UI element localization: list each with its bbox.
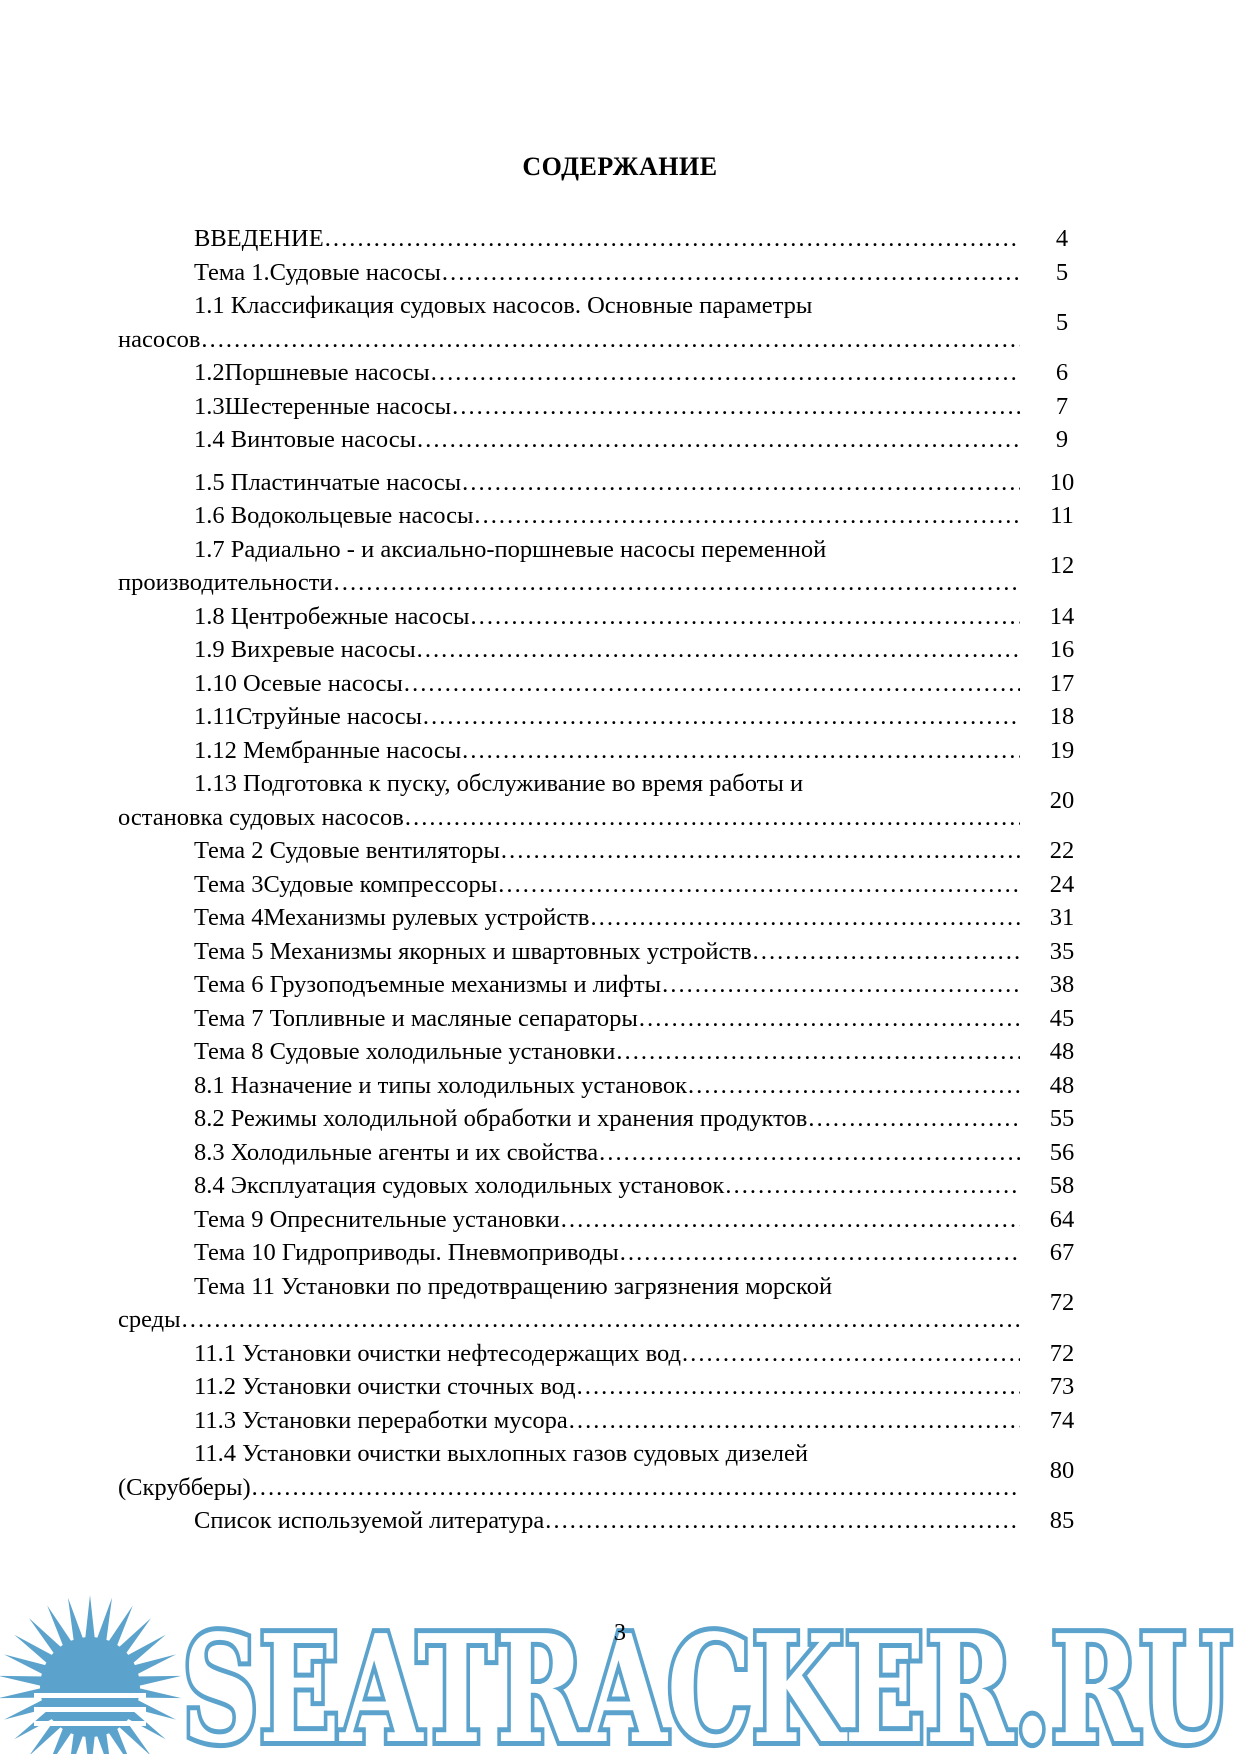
toc-dot-leader — [807, 1102, 1020, 1136]
toc-entry-text — [118, 1203, 1020, 1237]
toc-page-number: 22 — [1049, 837, 1075, 864]
sun-icon — [0, 1595, 181, 1754]
toc-entry — [118, 256, 1090, 290]
toc-page-number: 48 — [1049, 1071, 1075, 1099]
toc-page-number: 45 — [1049, 1004, 1075, 1032]
toc-entry — [118, 935, 1090, 969]
toc-page-number: 11 — [1050, 502, 1074, 529]
toc-label: 1.2Поршневые насосы — [194, 359, 430, 386]
toc-page-number: 24 — [1049, 870, 1075, 898]
toc-entry-text — [118, 868, 1020, 902]
toc-entry-text — [118, 767, 1020, 834]
toc-entry — [118, 356, 1090, 390]
toc-line — [118, 633, 1020, 667]
toc-entry-text — [118, 1370, 1020, 1404]
toc-line — [118, 1370, 1020, 1404]
toc-dot-leader — [560, 1203, 1020, 1237]
toc-line — [118, 1002, 1020, 1036]
toc-label: 1.1 Классификация судовых насосов. Основные параметры — [194, 292, 813, 319]
toc-label: 8.1 Назначение и типы холодильных установок — [194, 1071, 688, 1099]
toc-label: Тема 6 Грузоподъемные механизмы и лифты — [194, 971, 662, 998]
toc-page-number: 19 — [1049, 736, 1075, 764]
toc-entry-text — [118, 466, 1020, 500]
toc-label: Тема 1.Судовые насосы — [194, 258, 441, 286]
toc-page-number: 64 — [1049, 1205, 1075, 1233]
toc-line — [118, 901, 1020, 935]
toc-label: 11.4 Установки очистки выхлопных газов судовых дизелей — [194, 1440, 809, 1467]
toc-dot-leader — [638, 1002, 1020, 1036]
toc-line — [118, 1270, 1020, 1304]
toc-line — [118, 1035, 1020, 1069]
toc-entry-text — [118, 1035, 1020, 1069]
toc-entry — [118, 466, 1090, 500]
toc-line — [118, 667, 1020, 701]
toc-line — [118, 1303, 1020, 1337]
toc-entry — [118, 222, 1090, 256]
toc-label: 1.6 Водокольцевые насосы — [194, 502, 474, 529]
toc-page-number: 55 — [1049, 1105, 1075, 1132]
toc-dot-leader — [430, 356, 1020, 390]
toc-page-number: 12 — [1049, 552, 1075, 580]
toc-entry-text — [118, 1504, 1020, 1538]
page-number: 3 — [614, 1620, 626, 1646]
toc-label: Тема 2 Судовые вентиляторы — [194, 837, 500, 864]
toc-dot-leader — [461, 466, 1020, 500]
toc-line — [118, 1471, 1020, 1505]
toc-entry-text — [118, 633, 1020, 667]
toc-line — [118, 423, 1020, 457]
toc-entry-text — [118, 1437, 1020, 1504]
toc-entry-text — [118, 700, 1020, 734]
toc-label: Тема 3Судовые компрессоры — [194, 870, 498, 898]
toc-line — [118, 1437, 1020, 1471]
watermark — [0, 1575, 1240, 1754]
toc-line — [118, 466, 1020, 500]
toc-entry-text — [118, 256, 1020, 290]
toc-dot-leader — [681, 1337, 1020, 1371]
toc-label: 1.7 Радиально - и аксиально-поршневые насосы переменной — [194, 535, 827, 563]
toc-page-number: 10 — [1049, 468, 1075, 496]
toc-line — [118, 868, 1020, 902]
toc-page-number: 7 — [1055, 392, 1069, 420]
toc-dot-leader — [568, 1404, 1020, 1438]
toc-dot-leader — [752, 935, 1020, 969]
toc-dot-leader — [461, 734, 1020, 768]
toc-entry-text — [118, 423, 1020, 457]
toc-entry — [118, 1270, 1090, 1337]
toc-label: среды — [118, 1306, 181, 1333]
page-title: СОДЕРЖАНИЕ — [522, 152, 718, 181]
toc-page-number: 48 — [1049, 1038, 1075, 1065]
toc-line — [118, 968, 1020, 1002]
toc-label: Тема 10 Гидроприводы. Пневмоприводы — [194, 1239, 619, 1266]
toc-line — [118, 767, 1020, 801]
toc-entry-text — [118, 1404, 1020, 1438]
toc-entry-text — [118, 1236, 1020, 1270]
toc-entry-text — [118, 935, 1020, 969]
toc-label: 11.2 Установки очистки сточных вод — [194, 1373, 576, 1400]
toc-label: 8.2 Режимы холодильной обработки и хранения продуктов — [194, 1105, 808, 1132]
toc-page-number: 72 — [1049, 1339, 1075, 1367]
toc-page-number: 5 — [1055, 258, 1069, 286]
toc-entry — [118, 667, 1090, 701]
toc-dot-leader — [598, 1136, 1020, 1170]
toc-entry — [118, 600, 1090, 634]
toc-page-number: 56 — [1049, 1138, 1075, 1166]
toc-dot-leader — [544, 1504, 1020, 1538]
toc-entry-text — [118, 734, 1020, 768]
toc-label: остановка судовых насосов — [118, 803, 404, 831]
toc-entry — [118, 499, 1090, 533]
toc-line — [118, 700, 1020, 734]
toc-entry — [118, 633, 1090, 667]
toc-page-number: 4 — [1055, 225, 1069, 252]
toc-dot-leader — [200, 323, 1020, 357]
toc-dot-leader — [251, 1471, 1020, 1505]
toc-label: Тема 11 Установки по предотвращению загрязнения морской — [194, 1272, 833, 1300]
toc-label: 1.11Струйные насосы — [194, 703, 422, 730]
toc-page-number: 16 — [1049, 636, 1075, 663]
toc-label: 11.3 Установки переработки мусора — [194, 1406, 568, 1434]
toc-line — [118, 1203, 1020, 1237]
toc-line — [118, 222, 1020, 256]
toc-entry-text — [118, 1136, 1020, 1170]
toc-dot-leader — [333, 566, 1020, 600]
toc-entry — [118, 1203, 1090, 1237]
toc-dot-leader — [451, 390, 1020, 424]
toc-entry-text — [118, 901, 1020, 935]
toc-entry — [118, 1370, 1090, 1404]
toc-entry-text — [118, 600, 1020, 634]
toc-line — [118, 834, 1020, 868]
toc-line — [118, 499, 1020, 533]
toc-dot-leader — [422, 700, 1020, 734]
toc-entry-text — [118, 222, 1020, 256]
toc-label: 1.4 Винтовые насосы — [194, 426, 417, 453]
toc-line — [118, 935, 1020, 969]
sun-wave-band — [34, 1721, 146, 1726]
toc-entry-text — [118, 667, 1020, 701]
toc-label: ВВЕДЕНИЕ — [194, 225, 324, 252]
toc-entry-text — [118, 499, 1020, 533]
toc-label: Тема 8 Судовые холодильные установки — [194, 1038, 616, 1065]
toc-dot-leader — [687, 1069, 1020, 1103]
toc-line — [118, 356, 1020, 390]
toc-entry-text — [118, 1069, 1020, 1103]
toc-page-number: 58 — [1049, 1172, 1075, 1199]
toc-dot-leader — [619, 1236, 1020, 1270]
toc-page-number: 74 — [1049, 1406, 1075, 1434]
toc-label: 1.9 Вихревые насосы — [194, 636, 416, 663]
toc-label: 1.8 Центробежные насосы — [194, 602, 470, 630]
toc-entry-text — [118, 968, 1020, 1002]
toc-dot-leader — [324, 222, 1020, 256]
toc-page-number: 80 — [1049, 1456, 1075, 1484]
toc-line — [118, 323, 1020, 357]
toc-entry-text — [118, 1102, 1020, 1136]
toc-entry-text — [118, 1002, 1020, 1036]
toc-line — [118, 390, 1020, 424]
toc-page-number: 35 — [1049, 937, 1075, 965]
toc-page-number: 14 — [1049, 602, 1075, 630]
toc-entry — [118, 767, 1090, 834]
toc-entry — [118, 1102, 1090, 1136]
toc-page-number: 6 — [1055, 359, 1069, 386]
toc-label: насосов — [118, 325, 201, 353]
toc-dot-leader — [497, 868, 1020, 902]
toc-line — [118, 1069, 1020, 1103]
toc-label: 8.4 Эксплуатация судовых холодильных установок — [194, 1172, 725, 1199]
toc-line — [118, 566, 1020, 600]
toc-line — [118, 533, 1020, 567]
toc-page-number: 38 — [1049, 971, 1075, 998]
toc-label: 1.10 Осевые насосы — [194, 669, 403, 697]
toc-page-number: 31 — [1049, 904, 1075, 931]
toc-entry-text — [118, 1169, 1020, 1203]
toc-line — [118, 1404, 1020, 1438]
toc-entry-text — [118, 390, 1020, 424]
toc-page-number: 67 — [1049, 1239, 1075, 1266]
toc-line — [118, 801, 1020, 835]
toc-line — [118, 1504, 1020, 1538]
toc-dot-leader — [576, 1370, 1020, 1404]
watermark-text: SEATRACKER.RU — [182, 1602, 1232, 1754]
toc-entry — [118, 834, 1090, 868]
toc-entry-text — [118, 533, 1020, 600]
sun-wave-band — [34, 1693, 146, 1698]
toc-dot-leader — [615, 1035, 1020, 1069]
toc-label: 8.3 Холодильные агенты и их свойства — [194, 1138, 599, 1166]
toc-dot-leader — [661, 968, 1020, 1002]
toc-dot-leader — [724, 1169, 1020, 1203]
toc-entry — [118, 1504, 1090, 1538]
toc-dot-leader — [404, 801, 1020, 835]
toc-entry — [118, 1069, 1090, 1103]
toc-dot-leader — [416, 633, 1020, 667]
toc-dot-leader — [589, 901, 1020, 935]
toc-entry — [118, 1337, 1090, 1371]
toc-entry — [118, 423, 1090, 457]
toc-label: Список используемой литература — [194, 1507, 545, 1534]
toc-label: Тема 9 Опреснительные установки — [194, 1205, 560, 1233]
toc-line — [118, 1236, 1020, 1270]
toc-entry — [118, 390, 1090, 424]
toc-dot-leader — [403, 667, 1020, 701]
toc-line — [118, 289, 1020, 323]
toc-entry-text — [118, 1270, 1020, 1337]
table-of-contents — [118, 222, 1090, 1538]
toc-entry — [118, 734, 1090, 768]
toc-page-number: 5 — [1055, 308, 1069, 336]
toc-line — [118, 1337, 1020, 1371]
toc-entry-text — [118, 289, 1020, 356]
toc-label: производительности — [118, 569, 333, 596]
toc-line — [118, 256, 1020, 290]
toc-dot-leader — [473, 499, 1020, 533]
toc-entry-text — [118, 834, 1020, 868]
toc-dot-leader — [500, 834, 1020, 868]
toc-label: Тема 7 Топливные и масляные сепараторы — [194, 1004, 638, 1032]
toc-dot-leader — [181, 1303, 1020, 1337]
toc-label: 1.3Шестеренные насосы — [194, 392, 452, 420]
toc-page-number: 72 — [1049, 1289, 1075, 1317]
toc-line — [118, 1136, 1020, 1170]
toc-entry — [118, 1169, 1090, 1203]
toc-entry — [118, 1136, 1090, 1170]
toc-entry — [118, 901, 1090, 935]
toc-label: 1.5 Пластинчатые насосы — [194, 468, 462, 496]
toc-entry — [118, 289, 1090, 356]
toc-line — [118, 734, 1020, 768]
toc-entry — [118, 1404, 1090, 1438]
toc-entry — [118, 968, 1090, 1002]
toc-entry-text — [118, 356, 1020, 390]
toc-label: 11.1 Установки очистки нефтесодержащих вод — [194, 1339, 682, 1367]
toc-line — [118, 1102, 1020, 1136]
toc-page-number: 85 — [1049, 1507, 1075, 1534]
toc-label: Тема 5 Механизмы якорных и швартовных устройств — [194, 937, 752, 965]
toc-entry-text — [118, 1337, 1020, 1371]
toc-entry — [118, 533, 1090, 600]
toc-dot-leader — [441, 256, 1020, 290]
toc-dot-leader — [416, 423, 1020, 457]
toc-line — [118, 600, 1020, 634]
toc-page-number: 73 — [1049, 1373, 1075, 1400]
toc-page-number: 18 — [1049, 703, 1075, 730]
toc-page-number: 9 — [1055, 426, 1069, 453]
toc-entry — [118, 868, 1090, 902]
toc-entry — [118, 1002, 1090, 1036]
toc-label: 1.12 Мембранные насосы — [194, 736, 462, 764]
toc-label: (Скрубберы) — [118, 1473, 251, 1501]
toc-entry — [118, 1236, 1090, 1270]
toc-entry — [118, 700, 1090, 734]
toc-label: Тема 4Механизмы рулевых устройств — [194, 904, 590, 931]
sun-wave-band — [34, 1707, 146, 1712]
toc-page-number: 20 — [1049, 786, 1075, 814]
toc-page-number: 17 — [1049, 669, 1075, 697]
toc-entry — [118, 1035, 1090, 1069]
toc-line — [118, 1169, 1020, 1203]
toc-dot-leader — [470, 600, 1020, 634]
toc-entry — [118, 1437, 1090, 1504]
toc-label: 1.13 Подготовка к пуску, обслуживание во время работы и — [194, 770, 804, 797]
